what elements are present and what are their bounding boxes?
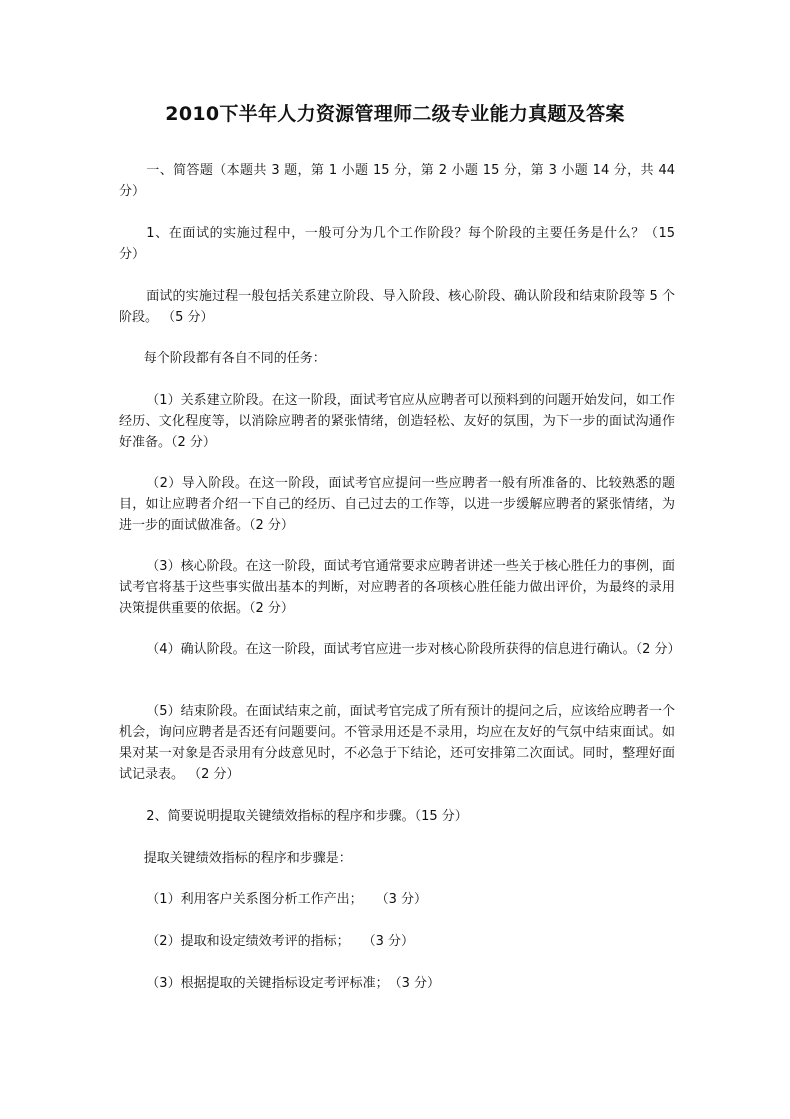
answer-1-stage-3: （3）核心阶段。在这一阶段，面试考官通常要求应聘者讲述一些关于核心胜任力的事例，面试考官将基于这些事实做出基本的判断，对应聘者的各项核心胜任能力做出评价，为最终的录用决策提供重要的依据。（2 分） bbox=[119, 559, 675, 616]
answer-2-lead: 提取关键绩效指标的程序和步骤是： bbox=[143, 851, 352, 866]
answer-1-stage-1: （1）关系建立阶段。在这一阶段，面试考官应从应聘者可以预料到的问题开始发问，如工作经历、文化程度等，以消除应聘者的紧张情绪，创造轻松、友好的氛围，为下一步的面试沟通作好准备。（2 分） bbox=[119, 393, 675, 450]
answer-1-tasks-lead: 每个阶段都有各自不同的任务： bbox=[143, 351, 326, 366]
answer-2-step-3: （3）根据提取的关键指标设定考评标准； （3 分） bbox=[146, 976, 440, 991]
document-title: 2010下半年人力资源管理师二级专业能力真题及答案 bbox=[165, 103, 625, 125]
answer-1-stage-2: （2）导入阶段。在这一阶段，面试考官应提问一些应聘者一般有所准备的、比较熟悉的题目，如让应聘者介绍一下自己的经历、自己过去的工作等，以进一步缓解应聘者的紧张情绪，为进一步的面试做准备。（2 分） bbox=[119, 476, 675, 533]
question-2: 2、简要说明提取关键绩效指标的程序和步骤。（15 分） bbox=[146, 809, 468, 824]
answer-1-stage-5: （5）结束阶段。在面试结束之前，面试考官完成了所有预计的提问之后，应该给应聘者一个机会，询问应聘者是否还有问题要问。不管录用还是不录用，均应在友好的气氛中结束面试。如果对某一对象是否录用有分歧意见时，不必急于下结论，还可安排第二次面试。同时，整理好面试记录表。 （2 分） bbox=[119, 704, 675, 782]
answer-1-intro: 面试的实施过程一般包括关系建立阶段、导入阶段、核心阶段、确认阶段和结束阶段等 5 个阶段。 （5 分） bbox=[119, 289, 675, 325]
answer-2-step-2: （2）提取和设定绩效考评的指标； （3 分） bbox=[146, 934, 414, 949]
answer-2-step-1: （1）利用客户关系图分析工作产出； （3 分） bbox=[146, 892, 427, 907]
section-heading: 一、简答题（本题共 3 题，第 1 小题 15 分，第 2 小题 15 分，第 3 小题 14 分，共 44 分） bbox=[119, 163, 675, 199]
answer-1-stage-4: （4）确认阶段。在这一阶段，面试考官应进一步对核心阶段所获得的信息进行确认。（2 分） bbox=[146, 642, 681, 657]
question-1: 1、在面试的实施过程中，一般可分为几个工作阶段？每个阶段的主要任务是什么？（15 分） bbox=[119, 226, 675, 262]
